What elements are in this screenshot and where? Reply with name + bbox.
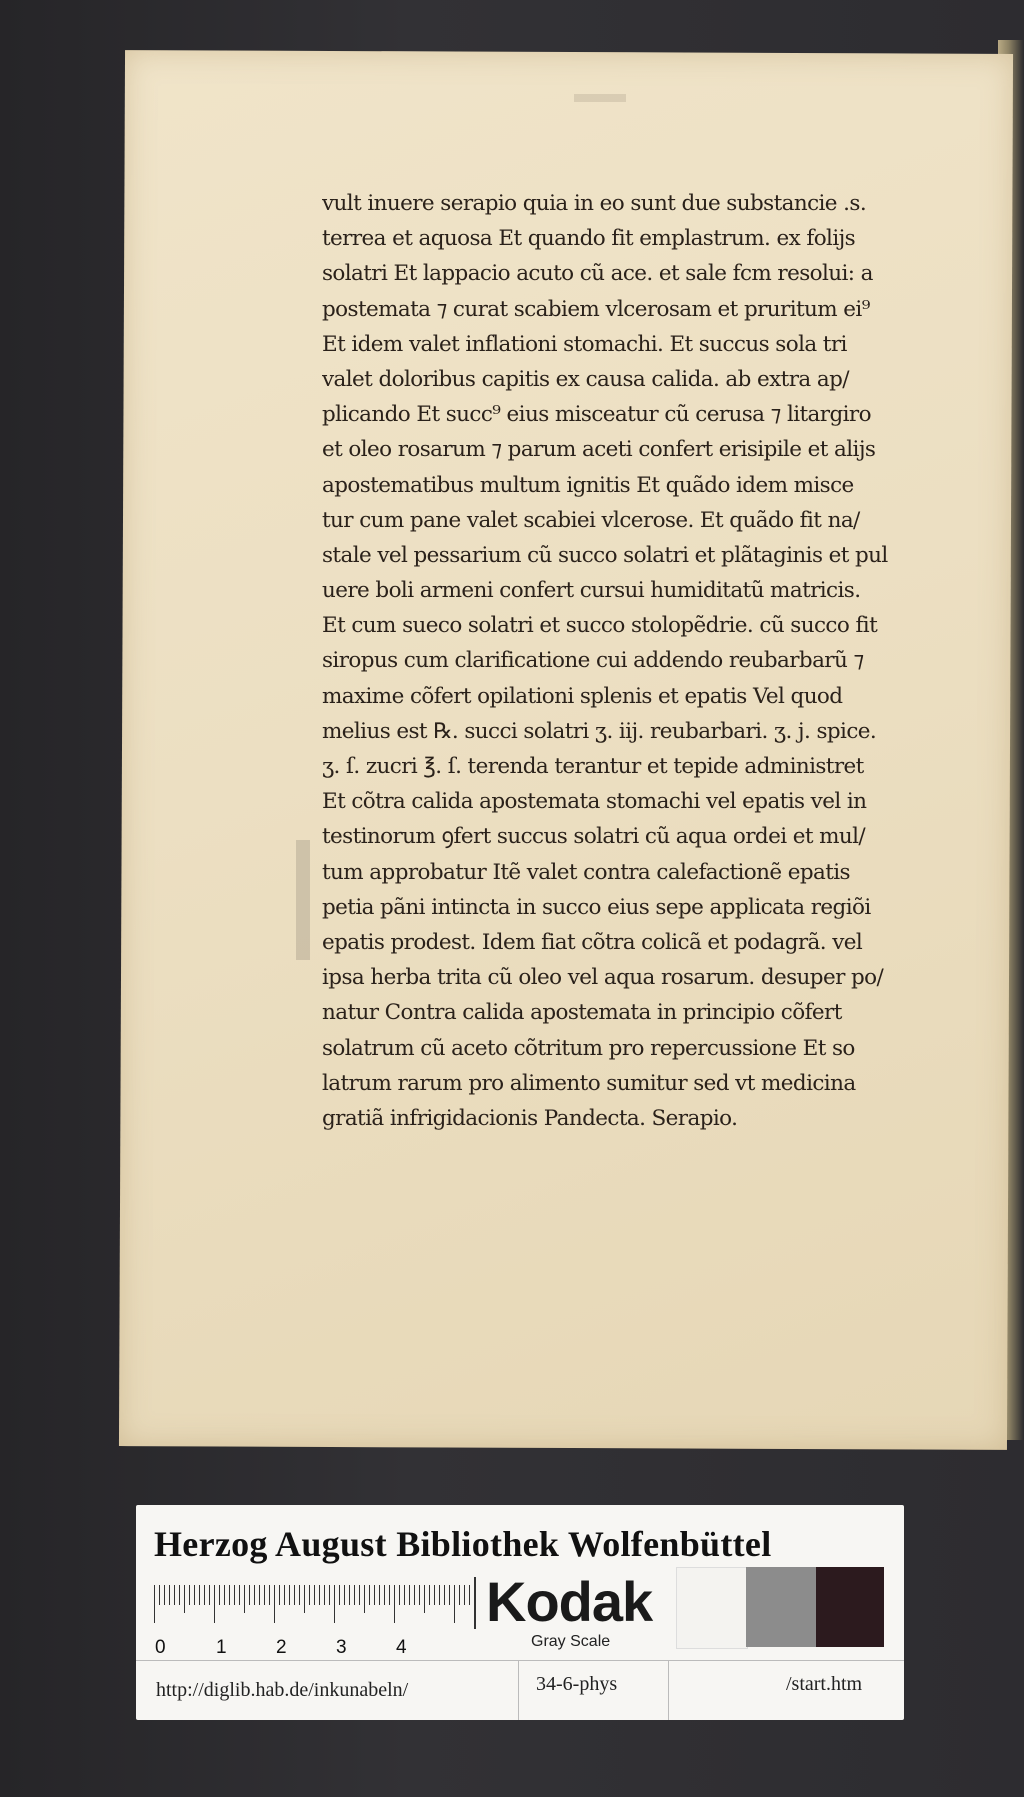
ruler-tick	[344, 1585, 345, 1605]
ruler-tick	[204, 1585, 205, 1605]
ruler-tick	[239, 1585, 240, 1605]
text-line: gratiã infrigidacionis Pandecta. Serapio.	[322, 1105, 738, 1131]
ruler-number: 1	[216, 1637, 227, 1658]
ruler-tick	[159, 1585, 160, 1605]
text-line: tum approbatur Itẽ valet contra calefactionẽ epatis	[322, 859, 850, 885]
text-line: melius est ℞. succi solatri ʒ. iij. reubarbari. ʒ. j. spice.	[322, 718, 877, 744]
ruler-tick	[419, 1585, 420, 1605]
ruler-tick	[184, 1585, 185, 1613]
ruler-tick	[279, 1585, 280, 1605]
ruler-tick	[349, 1585, 350, 1605]
ruler-tick	[244, 1585, 245, 1613]
ruler-tick	[199, 1585, 200, 1605]
ruler-tick	[429, 1585, 430, 1605]
ruler-number: 4	[396, 1637, 407, 1658]
ruler-tick	[224, 1585, 225, 1605]
ruler-tick	[379, 1585, 380, 1605]
ruler-tick	[389, 1585, 390, 1605]
page-smudge	[574, 94, 626, 102]
ruler-tick	[274, 1585, 275, 1623]
ruler-tick	[364, 1585, 365, 1613]
ruler-tick	[164, 1585, 165, 1605]
text-line: petia pãni intincta in succo eius sepe applicata regiõi	[322, 894, 871, 920]
ruler-tick	[474, 1585, 475, 1605]
ruler-tick	[194, 1585, 195, 1605]
ruler-tick	[459, 1585, 460, 1605]
text-line: testinorum ꝯfert succus solatri cũ aqua ordei et mul/	[322, 824, 866, 850]
ruler-tick	[359, 1585, 360, 1605]
ruler-tick	[354, 1585, 355, 1605]
ruler-tick	[269, 1585, 270, 1605]
ruler-tick	[434, 1585, 435, 1605]
ruler-tick	[409, 1585, 410, 1605]
ruler-tick	[369, 1585, 370, 1605]
card-divider	[668, 1660, 669, 1720]
ruler-tick	[329, 1585, 330, 1605]
text-line: solatri Et lappacio acuto cũ ace. et sale fcm resolui: a	[322, 261, 873, 287]
ruler-tick	[259, 1585, 260, 1605]
text-line: Et cum sueco solatri et succo stolopẽdrie. cũ succo fit	[322, 613, 878, 639]
text-line: valet doloribus capitis ex causa calida. ab extra ap/	[322, 366, 849, 392]
card-divider	[518, 1660, 519, 1720]
text-line: ipsa herba trita cũ oleo vel aqua rosarum. desuper po/	[322, 965, 884, 991]
ruler-tick	[414, 1585, 415, 1605]
ruler-tick	[154, 1585, 155, 1623]
ruler-tick	[179, 1585, 180, 1605]
text-line: Et cõtra calida apostemata stomachi vel epatis vel in	[322, 789, 867, 815]
ruler-tick	[324, 1585, 325, 1605]
ruler	[154, 1577, 476, 1629]
ruler-tick	[264, 1585, 265, 1605]
ruler-tick	[174, 1585, 175, 1605]
ruler-tick	[214, 1585, 215, 1623]
ruler-tick	[309, 1585, 310, 1605]
ruler-tick	[454, 1585, 455, 1623]
text-line: et oleo rosarum ⁊ parum aceti confert erisipile et alijs	[322, 437, 876, 463]
text-line: epatis prodest. Idem fiat cõtra colicã et podagrã. vel	[322, 929, 863, 955]
ruler-tick	[189, 1585, 190, 1605]
text-line: plicando Et succ⁹ eius misceatur cũ cerusa ⁊ litargiro	[322, 402, 871, 428]
ruler-tick	[294, 1585, 295, 1605]
text-line: maxime cõfert opilationi splenis et epatis Vel quod	[322, 683, 843, 709]
gray-scale-label: Gray Scale	[531, 1633, 611, 1650]
ruler-number: 2	[276, 1637, 287, 1658]
text-line: uere boli armeni confert cursui humiditatũ matricis.	[322, 578, 861, 604]
text-line: tur cum pane valet scabiei vlcerose. Et quãdo fit na/	[322, 507, 860, 533]
ruler-tick	[424, 1585, 425, 1613]
ruler-tick	[304, 1585, 305, 1613]
gray-swatch	[746, 1567, 816, 1647]
text-line: postemata ⁊ curat scabiem vlcerosam et pruritum ei⁹	[322, 296, 870, 322]
ruler-tick	[299, 1585, 300, 1605]
ruler-tick	[319, 1585, 320, 1605]
color-target-card	[136, 1505, 904, 1720]
ruler-tick	[374, 1585, 375, 1605]
ruler-tick	[339, 1585, 340, 1605]
ruler-tick	[394, 1585, 395, 1623]
shelfmark: 34-6-phys	[536, 1673, 618, 1695]
ruler-tick	[254, 1585, 255, 1605]
text-line: Et idem valet inflationi stomachi. Et succus sola tri	[322, 331, 847, 357]
text-line: stale vel pessarium cũ succo solatri et plãtaginis et pul	[322, 542, 888, 568]
ruler-number: 3	[336, 1637, 347, 1658]
library-title: Herzog August Bibliothek Wolfenbüttel	[154, 1524, 772, 1564]
card-divider	[136, 1660, 904, 1661]
text-line: vult inuere serapio quia in eo sunt due substancie .s.	[322, 191, 867, 216]
ruler-tick	[444, 1585, 445, 1605]
ruler-tick	[284, 1585, 285, 1605]
ruler-tick	[249, 1585, 250, 1605]
start-page-url: /start.htm	[786, 1673, 863, 1695]
ruler-tick	[209, 1585, 210, 1605]
text-line: latrum rarum pro alimento sumitur sed vt medicina	[322, 1070, 856, 1096]
ruler-number: 0	[155, 1637, 166, 1658]
white-swatch	[676, 1567, 748, 1649]
ruler-tick	[439, 1585, 440, 1605]
page-stain	[296, 840, 310, 960]
ruler-tick	[289, 1585, 290, 1605]
text-line: natur Contra calida apostemata in principio cõfert	[322, 1000, 842, 1026]
ruler-tick	[469, 1585, 470, 1605]
text-line: ʒ. ſ. zucri ℥. ſ. terenda terantur et tepide administret	[322, 754, 864, 779]
ruler-tick	[384, 1585, 385, 1605]
ruler-tick	[464, 1585, 465, 1605]
ruler-tick	[229, 1585, 230, 1605]
ruler-tick	[314, 1585, 315, 1605]
ruler-tick	[334, 1585, 335, 1623]
ruler-tick	[169, 1585, 170, 1605]
digital-library-url: http://diglib.hab.de/inkunabeln/	[156, 1679, 409, 1701]
ruler-tick	[404, 1585, 405, 1605]
ruler-tick	[399, 1585, 400, 1605]
ruler-tick	[449, 1585, 450, 1605]
black-swatch	[816, 1567, 884, 1647]
text-line: terrea et aquosa Et quando fit emplastrum. ex folijs	[322, 226, 856, 252]
ruler-tick	[219, 1585, 220, 1605]
text-line: solatrum cũ aceto cõtritum pro repercussione Et so	[322, 1035, 855, 1061]
kodak-logo: Kodak	[486, 1570, 653, 1633]
text-line: siropus cum clarificatione cui addendo reubarbarũ ⁊	[322, 648, 864, 674]
page-text	[322, 186, 902, 1136]
ruler-tick	[234, 1585, 235, 1605]
text-line: apostematibus multum ignitis Et quãdo idem misce	[322, 472, 854, 498]
